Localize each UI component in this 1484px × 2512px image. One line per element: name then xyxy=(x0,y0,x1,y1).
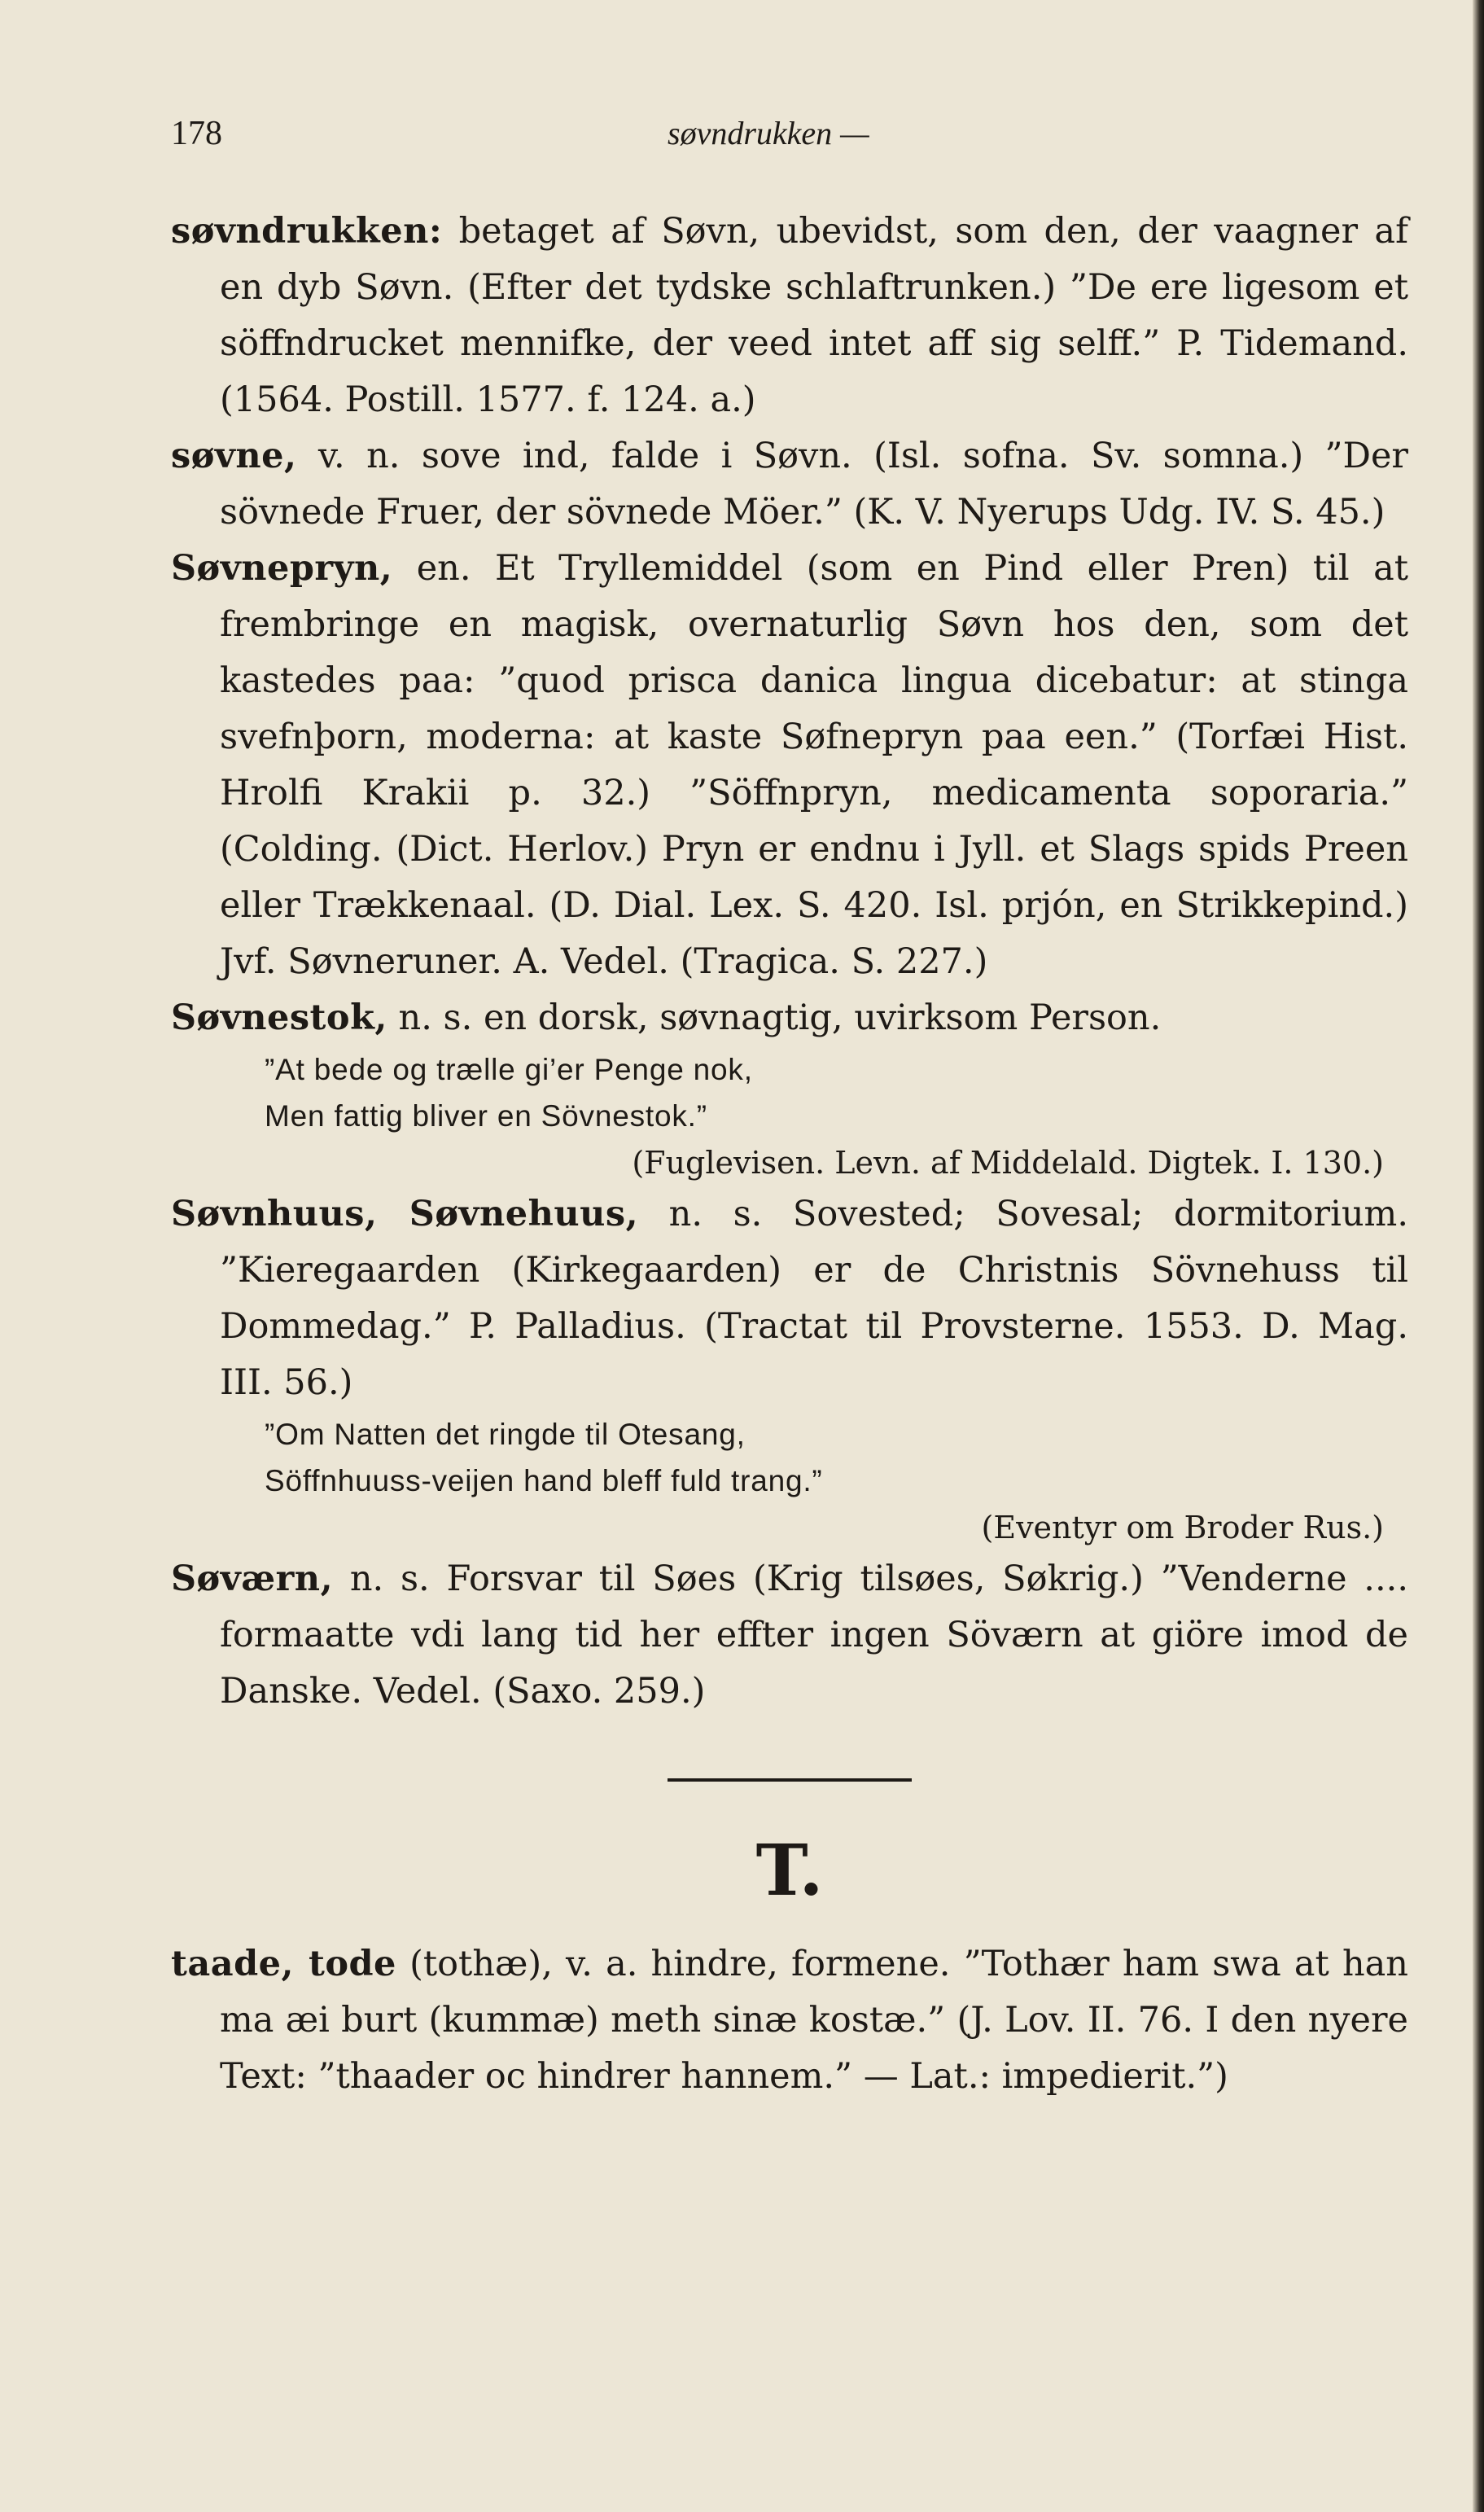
entry-sovnestok xyxy=(171,990,1408,1046)
verse-line: Men fattig bliver en Sövnestok.” xyxy=(265,1099,707,1133)
headword: søvndrukken: xyxy=(171,211,443,252)
headword: Søvnhuus, Søvnehuus, xyxy=(171,1194,639,1234)
entry-text: n. s. Sovested; Sovesal; dormitorium. ”Kieregaarden (Kirkegaarden) er de Christnis Sövnehuss til Dommedag.” P. Palladius. (Tractat til Provsterne. 1553. D. Mag. III. 56.) xyxy=(220,1194,1408,1403)
verse-line: Söffnhuuss-veijen hand bleff fuld trang.” xyxy=(265,1464,823,1497)
headword: Søvnestok, xyxy=(171,997,387,1038)
section-divider xyxy=(668,1778,912,1782)
headword: taade, tode xyxy=(171,1944,396,1984)
page-edge xyxy=(1473,0,1484,2512)
entry-text: v. n. sove ind, falde i Søvn. (Isl. sofna. Sv. somna.) ”Der sövnede Fruer, der sövnede Möer.” (K. V. Nyerups Udg. IV. S. 45.) xyxy=(220,436,1408,533)
entry-text: (tothæ), v. a. hindre, formene. ”Tothær ham swa at han ma æi burt (kummæ) meth sinæ kostæ.” (J. Lov. II. 76. I den nyere Text: ”thaader oc hindrer hannem.” — Lat.: impedierit.”) xyxy=(220,1944,1408,2097)
entry-text: betaget af Søvn, ubevidst, som den, der vaagner af en dyb Søvn. (Efter det tydske schlaftrunken.) ”De ere ligesom et söffndrucket mennifke, der veed intet aff sig selff.” P. Tidemand. (1564. Postill. 1577. f. 124. a.) xyxy=(220,211,1408,420)
entry-sovndrukken xyxy=(171,204,1408,428)
headword: Søvnepryn, xyxy=(171,548,393,589)
verse-line: ”Om Natten det ringde til Otesang, xyxy=(265,1418,746,1451)
running-title: søvndrukken — xyxy=(668,115,869,151)
entry-sovaern xyxy=(171,1551,1408,1720)
book-page xyxy=(171,98,1408,2097)
headword: søvne, xyxy=(171,436,297,476)
entry-sovnhuus xyxy=(171,1186,1408,1411)
verse-line: ”At bede og trælle gi’er Penge nok, xyxy=(265,1053,753,1086)
running-head xyxy=(171,98,1408,163)
page-number: 178 xyxy=(171,115,222,152)
entry-text: en. Et Tryllemiddel (som en Pind eller Pren) til at frembringe en magisk, overnaturlig Søvn hos den, som det kastedes paa: ”quod prisca danica lingua dicebatur: at stinga svefnþorn, moderna: at kaste Søfnepryn paa een.” (Torfæi Hist. Hrolfi Krakii p. 32.) ”Söffnpryn, medicamenta soporaria.” (Colding. (Dict. Herlov.) Pryn er endnu i Jyll. et Slags spids Preen eller Trækkenaal. (D. Dial. Lex. S. 420. Isl. prjón, en Strikkepind.) Jvf. Søvneruner. A. Vedel. (Tragica. S. 227.) xyxy=(220,548,1408,982)
dictionary-entries xyxy=(171,204,1408,2105)
section-letter: T. xyxy=(755,1830,824,1912)
verse-source: (Fuglevisen. Levn. af Middelald. Digtek. I. 130.) xyxy=(632,1145,1384,1181)
verse-source: (Eventyr om Broder Rus.) xyxy=(981,1510,1384,1545)
entry-text: n. s. Forsvar til Søes (Krig tilsøes, Søkrig.) ”Venderne .... formaatte vdi lang tid her effter ingen Söværn at giöre imod de Danske. Vedel. (Saxo. 259.) xyxy=(220,1558,1408,1712)
entry-text: n. s. en dorsk, søvnagtig, uvirksom Person. xyxy=(387,997,1162,1038)
entry-sovne xyxy=(171,428,1408,541)
entry-taade xyxy=(171,1936,1408,2105)
headword: Søværn, xyxy=(171,1558,334,1599)
entry-sovnepryn xyxy=(171,541,1408,990)
